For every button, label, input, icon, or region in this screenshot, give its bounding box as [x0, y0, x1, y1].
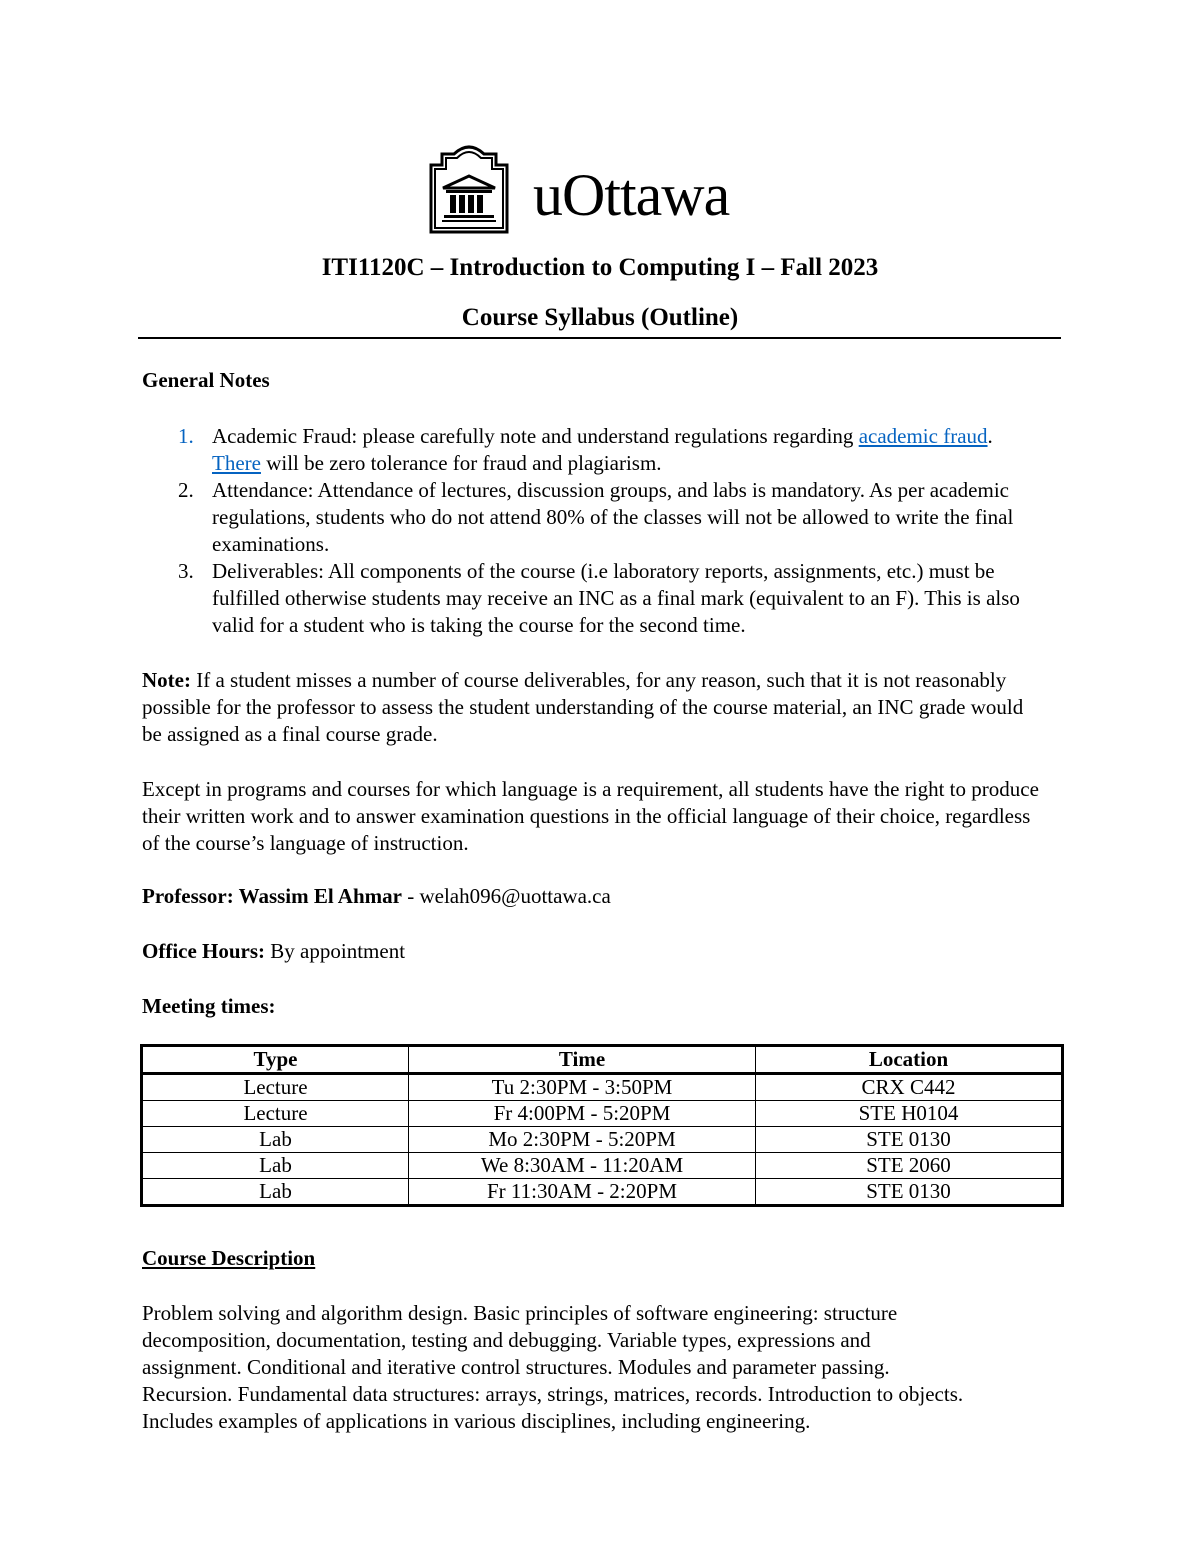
professor-label: Professor: Wassim El Ahmar [142, 884, 402, 908]
type-cell: Lecture [142, 1074, 409, 1101]
time-cell: Mo 2:30PM - 5:20PM [409, 1127, 756, 1153]
column-header: Location [756, 1046, 1063, 1074]
note-text: If a student misses a number of course deliverables, for any reason, such that it is not reasonably possible for the professor to assess the student understanding of the course material, an INC grade would be assigned as a final course grade. [142, 668, 1024, 746]
table-header-row [142, 1046, 1063, 1074]
table-row [142, 1074, 1063, 1101]
page-title: ITI1120C – Introduction to Computing I – Fall 2023 [321, 254, 879, 281]
list-text: will be zero tolerance for fraud and plagiarism. [260, 451, 662, 475]
time-cell: Fr 4:00PM - 5:20PM [409, 1101, 756, 1127]
page-subtitle: Course Syllabus (Outline) [461, 304, 739, 331]
logo-text: uOttawa [533, 162, 730, 228]
location-cell: CRX C442 [756, 1074, 1063, 1101]
title-divider [138, 337, 1061, 339]
general-notes-heading: General Notes [142, 368, 270, 392]
list-text: Attendance: Attendance of lectures, discussion groups, and labs is mandatory. As per academic regulations, students who do not attend 80% of the classes will not be allowed to write the final examinations. [212, 478, 1014, 556]
general-notes-list [142, 423, 1042, 639]
professor-email: - welah096@uottawa.ca [401, 884, 611, 908]
table-row [142, 1179, 1063, 1206]
time-cell: Fr 11:30AM - 2:20PM [409, 1179, 756, 1206]
language-paragraph: Except in programs and courses for which language is a requirement, all students have the right to produce their written work and to answer examination questions in the official language of their choice, regardless of the course’s language of instruction. [142, 777, 1039, 855]
list-text: Academic Fraud: please carefully note and understand regulations regarding [212, 424, 859, 448]
academic-fraud-link[interactable]: academic fraud [858, 424, 988, 448]
type-cell: Lab [142, 1179, 409, 1206]
type-cell: Lab [142, 1127, 409, 1153]
time-cell: Tu 2:30PM - 3:50PM [409, 1074, 756, 1101]
location-cell: STE H0104 [756, 1101, 1063, 1127]
meeting-times-heading: Meeting times: [142, 994, 276, 1018]
university-building-icon [428, 140, 510, 235]
list-item [142, 477, 1042, 558]
list-item [142, 558, 1042, 639]
table-row [142, 1153, 1063, 1179]
list-number: 3. [178, 559, 194, 583]
note-paragraph [142, 667, 1042, 748]
list-item [142, 423, 1042, 477]
column-header: Time [409, 1046, 756, 1074]
meeting-times-table [140, 1044, 1064, 1207]
course-description-text: Problem solving and algorithm design. Basic principles of software engineering: structure decomposition, documentation, testing and debugging. Variable types, expressions and assignment. Conditional and iterative control structures. Modules and parameter passing. Recursion. Fundamental data structures: arrays, strings, matrices, records. Introduction to objects. Includes examples of applications in various disciplines, including engineering. [142, 1301, 964, 1433]
uottawa-logo [428, 140, 778, 235]
list-number: 2. [178, 478, 194, 502]
note-label: Note: [142, 668, 191, 692]
office-hours-value: By appointment [265, 939, 406, 963]
list-text: . [987, 424, 993, 448]
office-hours-line [142, 938, 1042, 965]
there-link[interactable]: There [212, 451, 261, 475]
location-cell: STE 0130 [756, 1127, 1063, 1153]
location-cell: STE 0130 [756, 1179, 1063, 1206]
table-row [142, 1101, 1063, 1127]
type-cell: Lecture [142, 1101, 409, 1127]
column-header: Type [142, 1046, 409, 1074]
list-text: Deliverables: All components of the course (i.e laboratory reports, assignments, etc.) must be fulfilled otherwise students may receive an INC as a final mark (equivalent to an F). This is also valid for a student who is taking the course for the second time. [212, 559, 1020, 637]
course-description-heading: Course Description [142, 1246, 316, 1270]
professor-line [142, 883, 1042, 910]
table-row [142, 1127, 1063, 1153]
time-cell: We 8:30AM - 11:20AM [409, 1153, 756, 1179]
office-hours-label: Office Hours: [142, 939, 266, 963]
type-cell: Lab [142, 1153, 409, 1179]
location-cell: STE 2060 [756, 1153, 1063, 1179]
list-number: 1. [178, 424, 194, 448]
